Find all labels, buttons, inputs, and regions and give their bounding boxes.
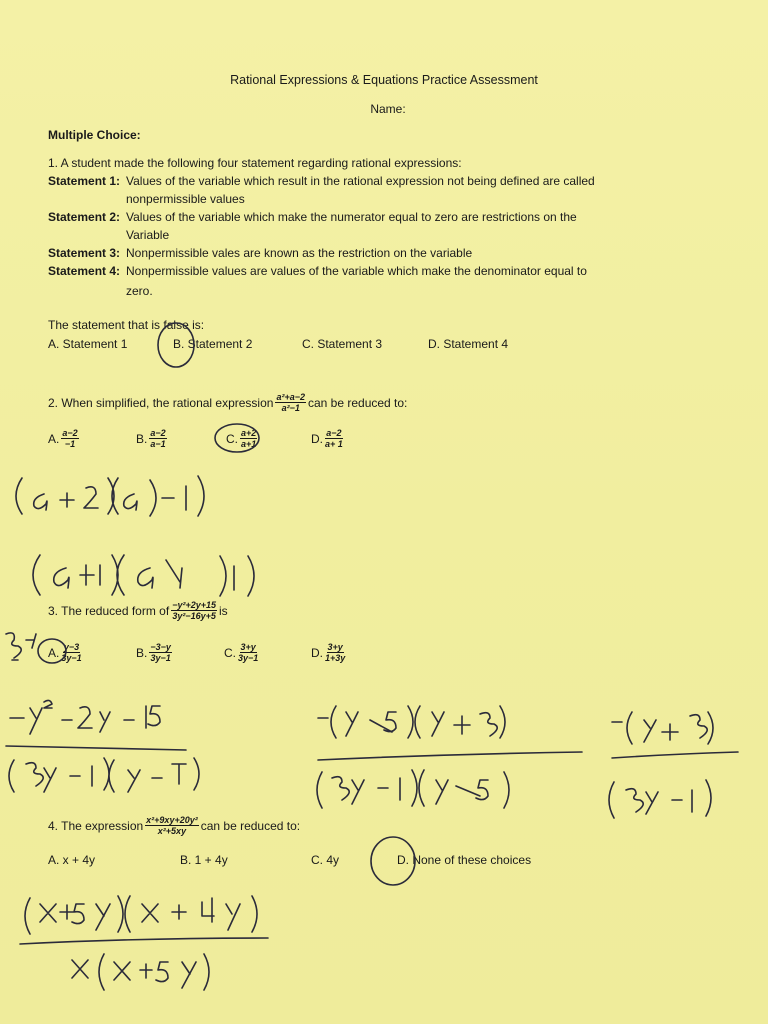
q3-expression — [171, 600, 217, 621]
q4-work-bar — [20, 938, 268, 944]
q3-option-d-fraction — [325, 642, 345, 663]
q2-prompt-before: 2. When simplified, the rational expression — [48, 395, 274, 410]
q1-statement-1-label: Statement 1: — [48, 174, 121, 188]
q1-statement-4-label: Statement 4: — [48, 264, 121, 278]
q4-option-d[interactable]: D. None of these choices — [397, 853, 532, 867]
q2-option-a-den: −1 — [64, 439, 76, 449]
q2-option-d-fraction — [325, 428, 343, 449]
q1-statement-1-text: Values of the variable which result in the rational expression not being defined are called — [126, 174, 595, 188]
q3-option-d[interactable] — [311, 642, 347, 663]
q1-statement-2-text: Values of the variable which make the numerator equal to zero are restrictions on the — [126, 210, 577, 224]
q3-prompt-after: is — [218, 603, 228, 618]
q1-statement-2-label: Statement 2: — [48, 210, 121, 224]
q4-work-denominator — [72, 954, 209, 990]
q2-option-c-num: a+2 — [241, 428, 257, 438]
q2-option-b-den: a−1 — [150, 439, 166, 449]
section-heading: Multiple Choice: — [48, 128, 141, 142]
q3-option-b[interactable] — [136, 642, 174, 663]
q3-option-c-den: 3y−1 — [238, 653, 259, 663]
q1-statement-1-text-2: nonpermissible values — [126, 192, 245, 206]
q3-option-c-fraction — [238, 642, 258, 663]
q1-prompt: 1. A student made the following four statement regarding rational expressions: — [48, 156, 462, 170]
q3-option-a[interactable] — [48, 642, 84, 663]
q4-option-a[interactable]: A. x + 4y — [48, 853, 96, 867]
q3-work-right-denominator — [317, 770, 711, 818]
q2-prompt-after: can be reduced to: — [307, 395, 408, 410]
q1-statement-3-label: Statement 3: — [48, 246, 121, 260]
q3-option-d-letter: D. — [311, 645, 323, 660]
q2-expr-denominator: a²−1 — [281, 403, 300, 413]
q2-option-a[interactable] — [48, 428, 81, 449]
q1-option-b[interactable]: B. Statement 2 — [173, 337, 253, 351]
q3-option-b-num: −3−y — [150, 642, 171, 652]
q4-expr-denominator: x²+5xy — [157, 826, 187, 836]
page-title: Rational Expressions & Equations Practice Assessment — [230, 73, 538, 87]
q4-prompt-before: 4. The expression — [48, 818, 144, 833]
q4-option-b[interactable]: B. 1 + 4y — [180, 853, 228, 867]
q3-expr-denominator: 3y²−16y+5 — [172, 611, 216, 621]
q1-question: The statement that is false is: — [48, 318, 205, 332]
q2-work-line1 — [16, 476, 204, 516]
q3-option-d-num: 3+y — [327, 642, 343, 652]
q3-option-a-letter: A. — [48, 645, 60, 660]
q3-work-left-bar — [6, 746, 186, 750]
q3-prompt — [48, 600, 228, 621]
q2-expr-numerator: a²+a−2 — [276, 392, 305, 402]
q2-option-d-letter: D. — [311, 431, 323, 446]
q3-option-b-den: 3y−1 — [150, 653, 171, 663]
q1-statement-4-text: Nonpermissible values are values of the variable which make the denominator equal to — [126, 264, 587, 278]
q3-option-c-letter: C. — [224, 645, 236, 660]
q4-work-numerator — [25, 896, 257, 934]
q3-prompt-before: 3. The reduced form of — [48, 603, 170, 618]
q3-option-c[interactable] — [224, 642, 260, 663]
q3-option-b-letter: B. — [136, 645, 148, 660]
q4-expression — [145, 815, 199, 836]
q2-option-c[interactable] — [226, 428, 259, 449]
q3-work-right-bar — [318, 752, 738, 760]
q3-option-d-den: 1+3y — [325, 653, 346, 663]
q2-prompt — [48, 392, 407, 413]
q1-option-c[interactable]: C. Statement 3 — [302, 337, 383, 351]
q3-work-left-denominator — [9, 758, 199, 792]
q3-option-a-fraction — [61, 642, 81, 663]
q2-expression — [275, 392, 306, 413]
q2-option-a-letter: A. — [48, 431, 60, 446]
q3-expr-numerator: −y²+2y+15 — [172, 600, 216, 610]
q2-option-c-den: a+1 — [241, 439, 257, 449]
q2-option-b-letter: B. — [136, 431, 148, 446]
q2-option-b-fraction — [149, 428, 166, 449]
q2-option-c-fraction — [240, 428, 257, 449]
q1-statement-3-text: Nonpermissible vales are known as the restriction on the variable — [126, 246, 473, 260]
q2-option-c-letter: C. — [226, 431, 238, 446]
q1-option-a[interactable]: A. Statement 1 — [48, 337, 128, 351]
q2-work-line2 — [33, 555, 254, 596]
q2-option-b[interactable] — [136, 428, 169, 449]
q3-option-a-den: 3y−1 — [61, 653, 82, 663]
q3-option-c-num: 3+y — [240, 642, 256, 652]
q2-option-d-den: a+ 1 — [325, 439, 343, 449]
q4-prompt — [48, 815, 300, 836]
q2-option-b-num: a−2 — [150, 428, 166, 438]
q1-statement-4-text-2: zero. — [126, 284, 153, 298]
q3-option-a-num: y−3 — [63, 642, 80, 652]
name-label: Name: — [370, 102, 406, 116]
q3-option-b-fraction — [149, 642, 172, 663]
q2-option-a-fraction — [61, 428, 78, 449]
q4-option-c[interactable]: C. 4y — [311, 853, 340, 867]
q4-expr-numerator: x²+9xy+20y² — [146, 815, 198, 825]
q3-work-right-numerator — [318, 706, 713, 744]
q2-option-d-num: a−2 — [326, 428, 342, 438]
q2-option-d[interactable] — [311, 428, 345, 449]
q3-margin-mark — [6, 633, 36, 660]
q1-statement-2-text-2: Variable — [126, 228, 170, 242]
q2-option-a-num: a−2 — [62, 428, 78, 438]
q4-prompt-after: can be reduced to: — [200, 818, 301, 833]
q1-option-d[interactable]: D. Statement 4 — [428, 337, 509, 351]
q3-work-left-numerator — [10, 700, 160, 734]
